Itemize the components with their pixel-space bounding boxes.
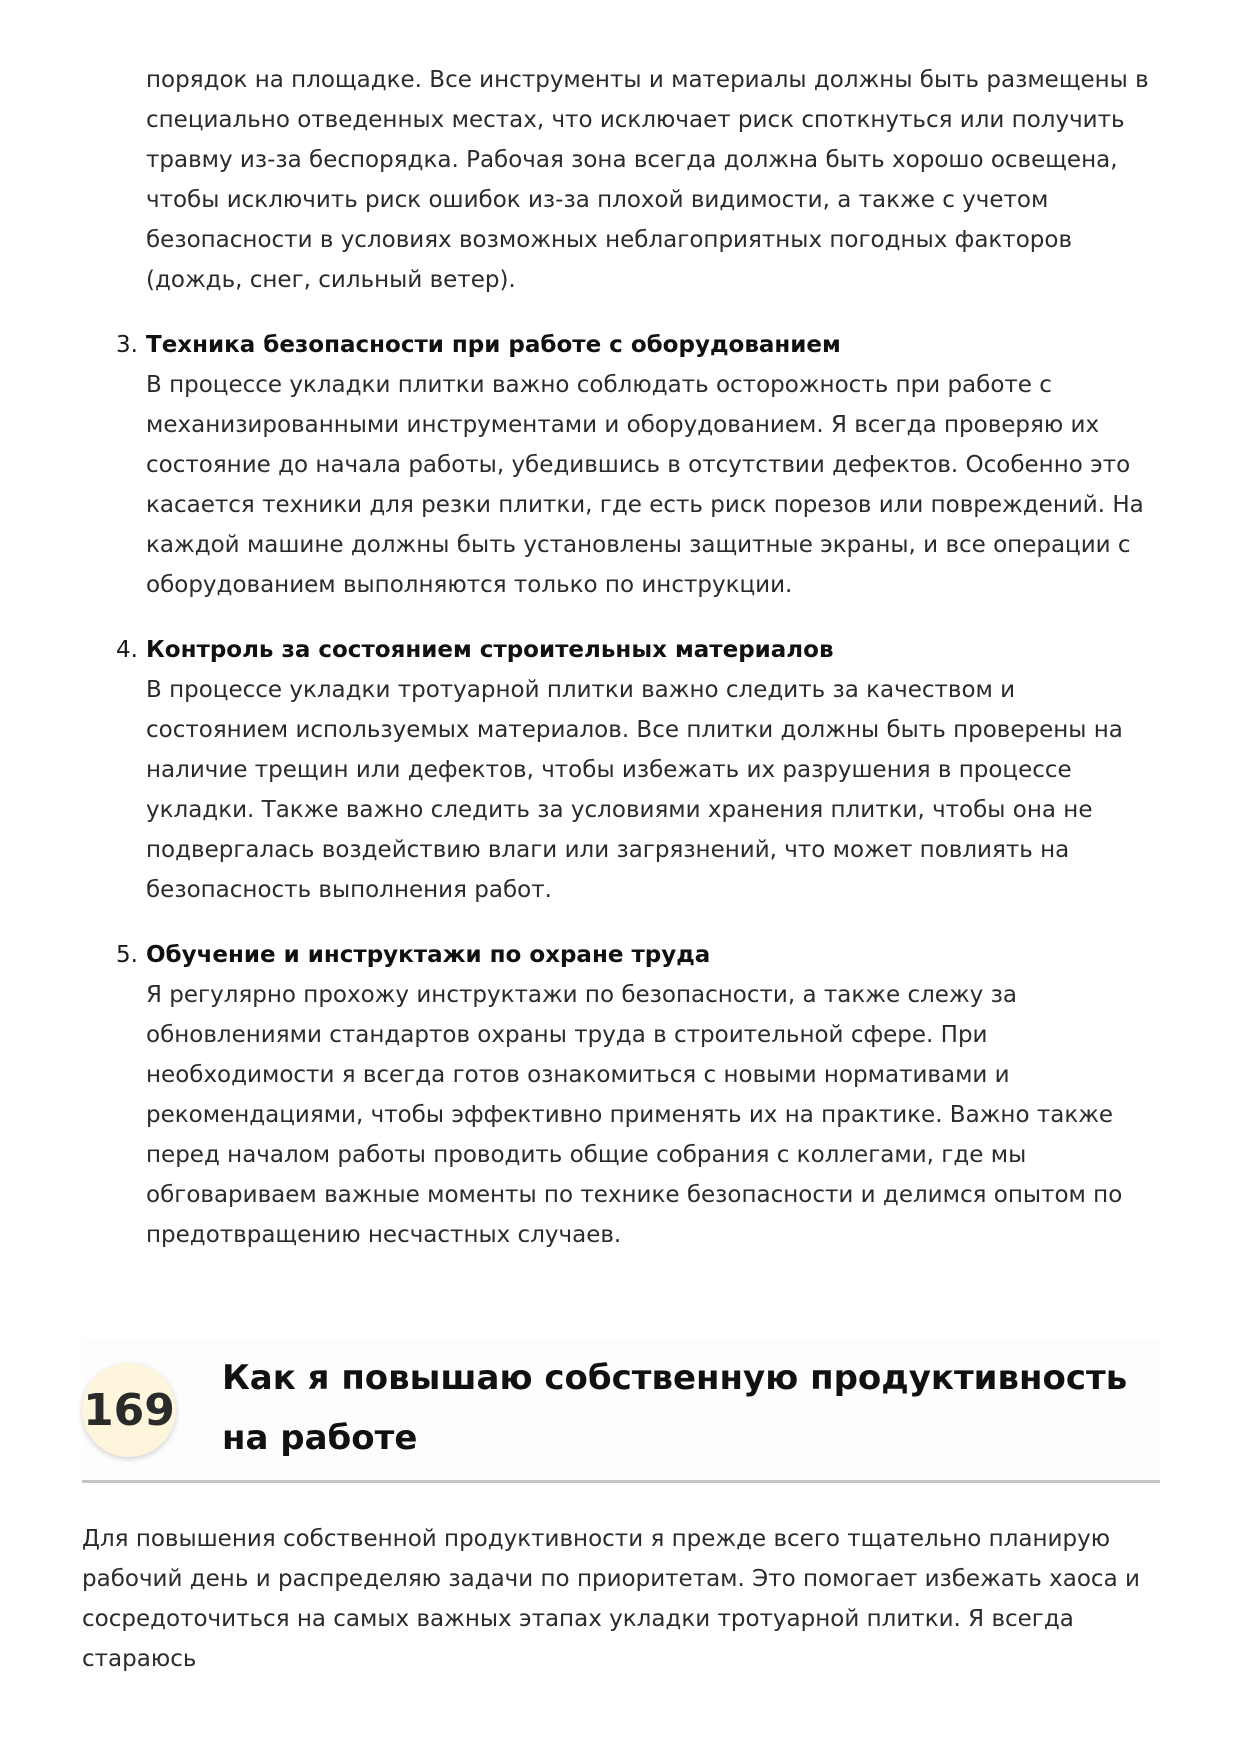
list-item-text: В процессе укладки тротуарной плитки важно следить за качеством и состоянием используемых материалов. Все плитки должны быть проверены на наличие трещин или дефектов, чтобы избежать их разрушения в процессе укладки. Также важно следить за условиями хранения плитки, чтобы она не подвергалась воздействию влаги или загрязнений, что может повлиять на безопасность выполнения работ. <box>146 677 1123 903</box>
list-item-text: Я регулярно прохожу инструктажи по безопасности, а также слежу за обновлениями стандартов охраны труда в строительной сфере. При необходимости я всегда готов ознакомиться с новыми нормативами и рекомендациями, чтобы эффективно применять их на практике. Важно также перед началом работы проводить общие собрания с коллегами, где мы обговариваем важные моменты по технике безопасности и делимся опытом по предотвращению несчастных случаев. <box>146 982 1123 1248</box>
list-item-title: Техника безопасности при работе с оборудованием <box>146 332 841 358</box>
section-header <box>82 1340 1160 1483</box>
list-item-text: В процессе укладки плитки важно соблюдать осторожность при работе с механизированными инструментами и оборудованием. Я всегда проверяю их состояние до начала работы, убедившись в отсутствии дефектов. Особенно это касается техники для резки плитки, где есть риск порезов или повреждений. На каждой машине должны быть установлены защитные экраны, и все операции с оборудованием выполняются только по инструкции. <box>146 372 1144 598</box>
section-title: Как я повышаю собственную продуктивность на работе <box>222 1358 1128 1458</box>
list-item-continuation-text: порядок на площадке. Все инструменты и материалы должны быть размещены в специально отведенных местах, что исключает риск споткнуться или получить травму из-за беспорядка. Рабочая зона всегда должна быть хорошо освещена, чтобы исключить риск ошибок из-за плохой видимости, а также с учетом безопасности в условиях возможных неблагоприятных погодных факторов (дождь, снег, сильный ветер). <box>146 67 1149 293</box>
list-item <box>116 630 1156 910</box>
list-item-title: Контроль за состоянием строительных материалов <box>146 637 834 663</box>
list-item <box>116 935 1156 1255</box>
list-item-number: 4. <box>116 637 138 663</box>
list-item-title: Обучение и инструктажи по охране труда <box>146 942 711 968</box>
list-item-number: 3. <box>116 332 138 358</box>
list-item-number: 5. <box>116 942 138 968</box>
section-intro-paragraph: Для повышения собственной продуктивности я прежде всего тщательно планирую рабочий день и распределяю задачи по приоритетам. Это помогает избежать хаоса и сосредоточиться на самых важных этапах укладки тротуарной плитки. Я всегда стараюсь <box>82 1526 1140 1672</box>
numbered-list <box>116 60 1156 1255</box>
list-item <box>116 325 1156 605</box>
section-number-badge: 169 <box>82 1363 176 1457</box>
